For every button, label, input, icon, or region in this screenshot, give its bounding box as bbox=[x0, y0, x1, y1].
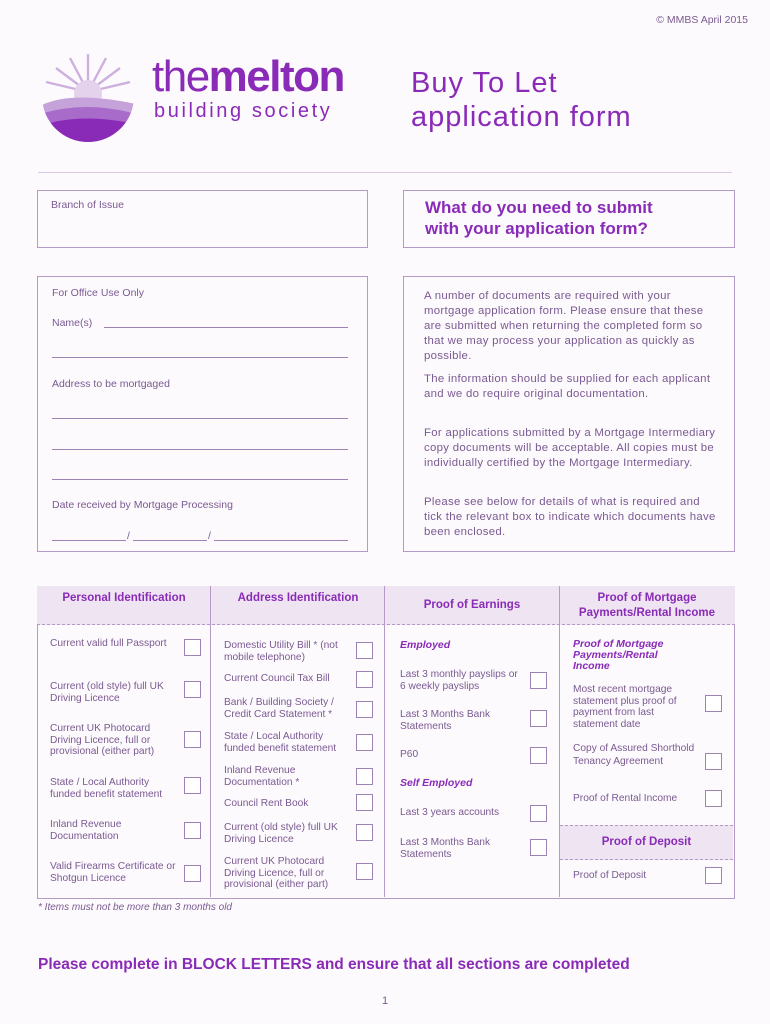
copyright-notice: © MMBS April 2015 bbox=[656, 14, 748, 26]
deposit-checkbox[interactable] bbox=[705, 867, 722, 884]
address-photocard-checkbox[interactable] bbox=[356, 863, 373, 880]
mortgage-statement-checkbox[interactable] bbox=[705, 695, 722, 712]
address-label: Address to be mortgaged bbox=[52, 378, 170, 390]
column-divider-1 bbox=[210, 586, 211, 897]
form-title-line-2: application form bbox=[411, 101, 632, 133]
question-line-2: with your application form? bbox=[425, 219, 648, 238]
info-paragraph-1: A number of documents are required with your mortgage application form. Please ensure that these are submitted when returning the completed form so that we may process your application as quickly as possible. bbox=[424, 290, 704, 362]
personal-benefit-checkbox[interactable] bbox=[184, 777, 201, 794]
address-line-1[interactable] bbox=[52, 418, 348, 419]
mortgage-item-rental-income: Proof of Rental Income bbox=[573, 793, 678, 804]
header-personal-identification: Personal Identification bbox=[62, 592, 186, 604]
personal-item-benefit-statement: State / Local Authority funded benefit statement bbox=[50, 777, 163, 800]
address-old-licence-checkbox[interactable] bbox=[356, 824, 373, 841]
earnings-item-self-bank-statements: Last 3 Months Bank Statements bbox=[400, 837, 491, 860]
personal-item-old-licence: Current (old style) full UK Driving Licence bbox=[50, 681, 164, 704]
info-paragraph-3: For applications submitted by a Mortgage Intermediary copy documents will be acceptable. All copies must be individually certified by the Mortgage Intermediary. bbox=[424, 427, 716, 469]
melton-logo-icon bbox=[40, 48, 136, 144]
brand-name-melton: melton bbox=[208, 52, 344, 101]
form-title-line-1: Buy To Let bbox=[411, 67, 558, 99]
earnings-bank-checkbox[interactable] bbox=[530, 710, 547, 727]
header-proof-of-mortgage: Proof of Mortgage Payments/Rental Income bbox=[578, 592, 716, 619]
info-paragraph-4: Please see below for details of what is required and tick the relevant box to indicate which documents have been enclosed. bbox=[424, 496, 716, 538]
address-council-tax-checkbox[interactable] bbox=[356, 671, 373, 688]
address-item-council-tax: Current Council Tax Bill bbox=[224, 673, 330, 684]
brand-name bbox=[152, 52, 344, 102]
office-use-heading: For Office Use Only bbox=[52, 287, 144, 299]
earnings-employed-heading: Employed bbox=[400, 639, 451, 651]
earnings-p60-checkbox[interactable] bbox=[530, 747, 547, 764]
personal-inland-revenue-checkbox[interactable] bbox=[184, 822, 201, 839]
personal-item-photocard-licence: Current UK Photocard Driving Licence, full or provisional (either part) bbox=[50, 723, 155, 757]
address-item-benefit-statement: State / Local Authority funded benefit statement bbox=[224, 731, 337, 754]
header-proof-of-earnings: Proof of Earnings bbox=[423, 599, 521, 611]
address-utility-checkbox[interactable] bbox=[356, 642, 373, 659]
address-rent-book-checkbox[interactable] bbox=[356, 794, 373, 811]
earnings-self-bank-checkbox[interactable] bbox=[530, 839, 547, 856]
mortgage-item-statement: Most recent mortgage statement plus proof of payment from last statement date bbox=[573, 684, 677, 730]
personal-item-inland-revenue: Inland Revenue Documentation bbox=[50, 819, 122, 842]
mortgage-sub-heading: Proof of Mortgage Payments/Rental Income bbox=[573, 638, 664, 672]
earnings-payslips-checkbox[interactable] bbox=[530, 672, 547, 689]
header-divider bbox=[38, 172, 732, 173]
branch-of-issue-label: Branch of Issue bbox=[51, 199, 124, 211]
address-inland-revenue-checkbox[interactable] bbox=[356, 768, 373, 785]
address-benefit-checkbox[interactable] bbox=[356, 734, 373, 751]
address-item-photocard-licence: Current UK Photocard Driving Licence, full or provisional (either part) bbox=[224, 856, 329, 890]
earnings-item-p60: P60 bbox=[400, 749, 419, 760]
names-line-1[interactable] bbox=[104, 327, 348, 328]
personal-old-licence-checkbox[interactable] bbox=[184, 681, 201, 698]
mortgage-tenancy-checkbox[interactable] bbox=[705, 753, 722, 770]
address-bank-checkbox[interactable] bbox=[356, 701, 373, 718]
column-divider-2 bbox=[384, 586, 385, 897]
address-item-utility-bill: Domestic Utility Bill * (not mobile telephone) bbox=[224, 640, 338, 663]
date-day-line[interactable] bbox=[52, 540, 126, 541]
personal-passport-checkbox[interactable] bbox=[184, 639, 201, 656]
address-line-3[interactable] bbox=[52, 479, 348, 480]
earnings-self-employed-heading: Self Employed bbox=[400, 777, 473, 789]
names-label: Name(s) bbox=[52, 317, 93, 329]
page-number: 1 bbox=[381, 995, 389, 1007]
deposit-item: Proof of Deposit bbox=[573, 870, 647, 881]
address-item-old-licence: Current (old style) full UK Driving Licence bbox=[224, 822, 338, 845]
block-letters-note: Please complete in BLOCK LETTERS and ensure that all sections are completed bbox=[38, 956, 630, 973]
personal-item-passport: Current valid full Passport bbox=[50, 638, 167, 649]
personal-firearms-checkbox[interactable] bbox=[184, 865, 201, 882]
address-item-council-rent-book: Council Rent Book bbox=[224, 798, 309, 809]
personal-photocard-checkbox[interactable] bbox=[184, 731, 201, 748]
question-line-1: What do you need to submit bbox=[425, 198, 653, 217]
date-separator-1: / bbox=[127, 530, 130, 542]
address-item-inland-revenue: Inland Revenue Documentation * bbox=[224, 765, 300, 788]
header-address-identification: Address Identification bbox=[237, 592, 359, 604]
deposit-heading: Proof of Deposit bbox=[601, 836, 692, 848]
earnings-accounts-checkbox[interactable] bbox=[530, 805, 547, 822]
names-line-2[interactable] bbox=[52, 357, 348, 358]
form-title bbox=[411, 66, 632, 134]
earnings-item-bank-statements: Last 3 Months Bank Statements bbox=[400, 709, 491, 732]
earnings-item-accounts: Last 3 years accounts bbox=[400, 807, 500, 818]
mortgage-item-tenancy: Copy of Assured Shorthold Tenancy Agreement bbox=[573, 743, 695, 767]
question-heading bbox=[425, 197, 653, 239]
brand-name-the: the bbox=[152, 52, 209, 101]
date-month-line[interactable] bbox=[133, 540, 207, 541]
mortgage-rental-checkbox[interactable] bbox=[705, 790, 722, 807]
info-paragraph-2: The information should be supplied for each applicant and we do require original documentation. bbox=[424, 373, 711, 400]
brand-subtitle: building society bbox=[154, 100, 333, 122]
date-received-label: Date received by Mortgage Processing bbox=[52, 499, 233, 511]
date-year-line[interactable] bbox=[214, 540, 348, 541]
address-item-bank-statement: Bank / Building Society / Credit Card Statement * bbox=[224, 697, 334, 720]
earnings-item-payslips: Last 3 monthly payslips or 6 weekly payslips bbox=[400, 669, 518, 692]
footnote: * Items must not be more than 3 months old bbox=[38, 902, 232, 913]
date-separator-2: / bbox=[208, 530, 211, 542]
personal-item-firearms: Valid Firearms Certificate or Shotgun Licence bbox=[50, 861, 176, 884]
address-line-2[interactable] bbox=[52, 449, 348, 450]
